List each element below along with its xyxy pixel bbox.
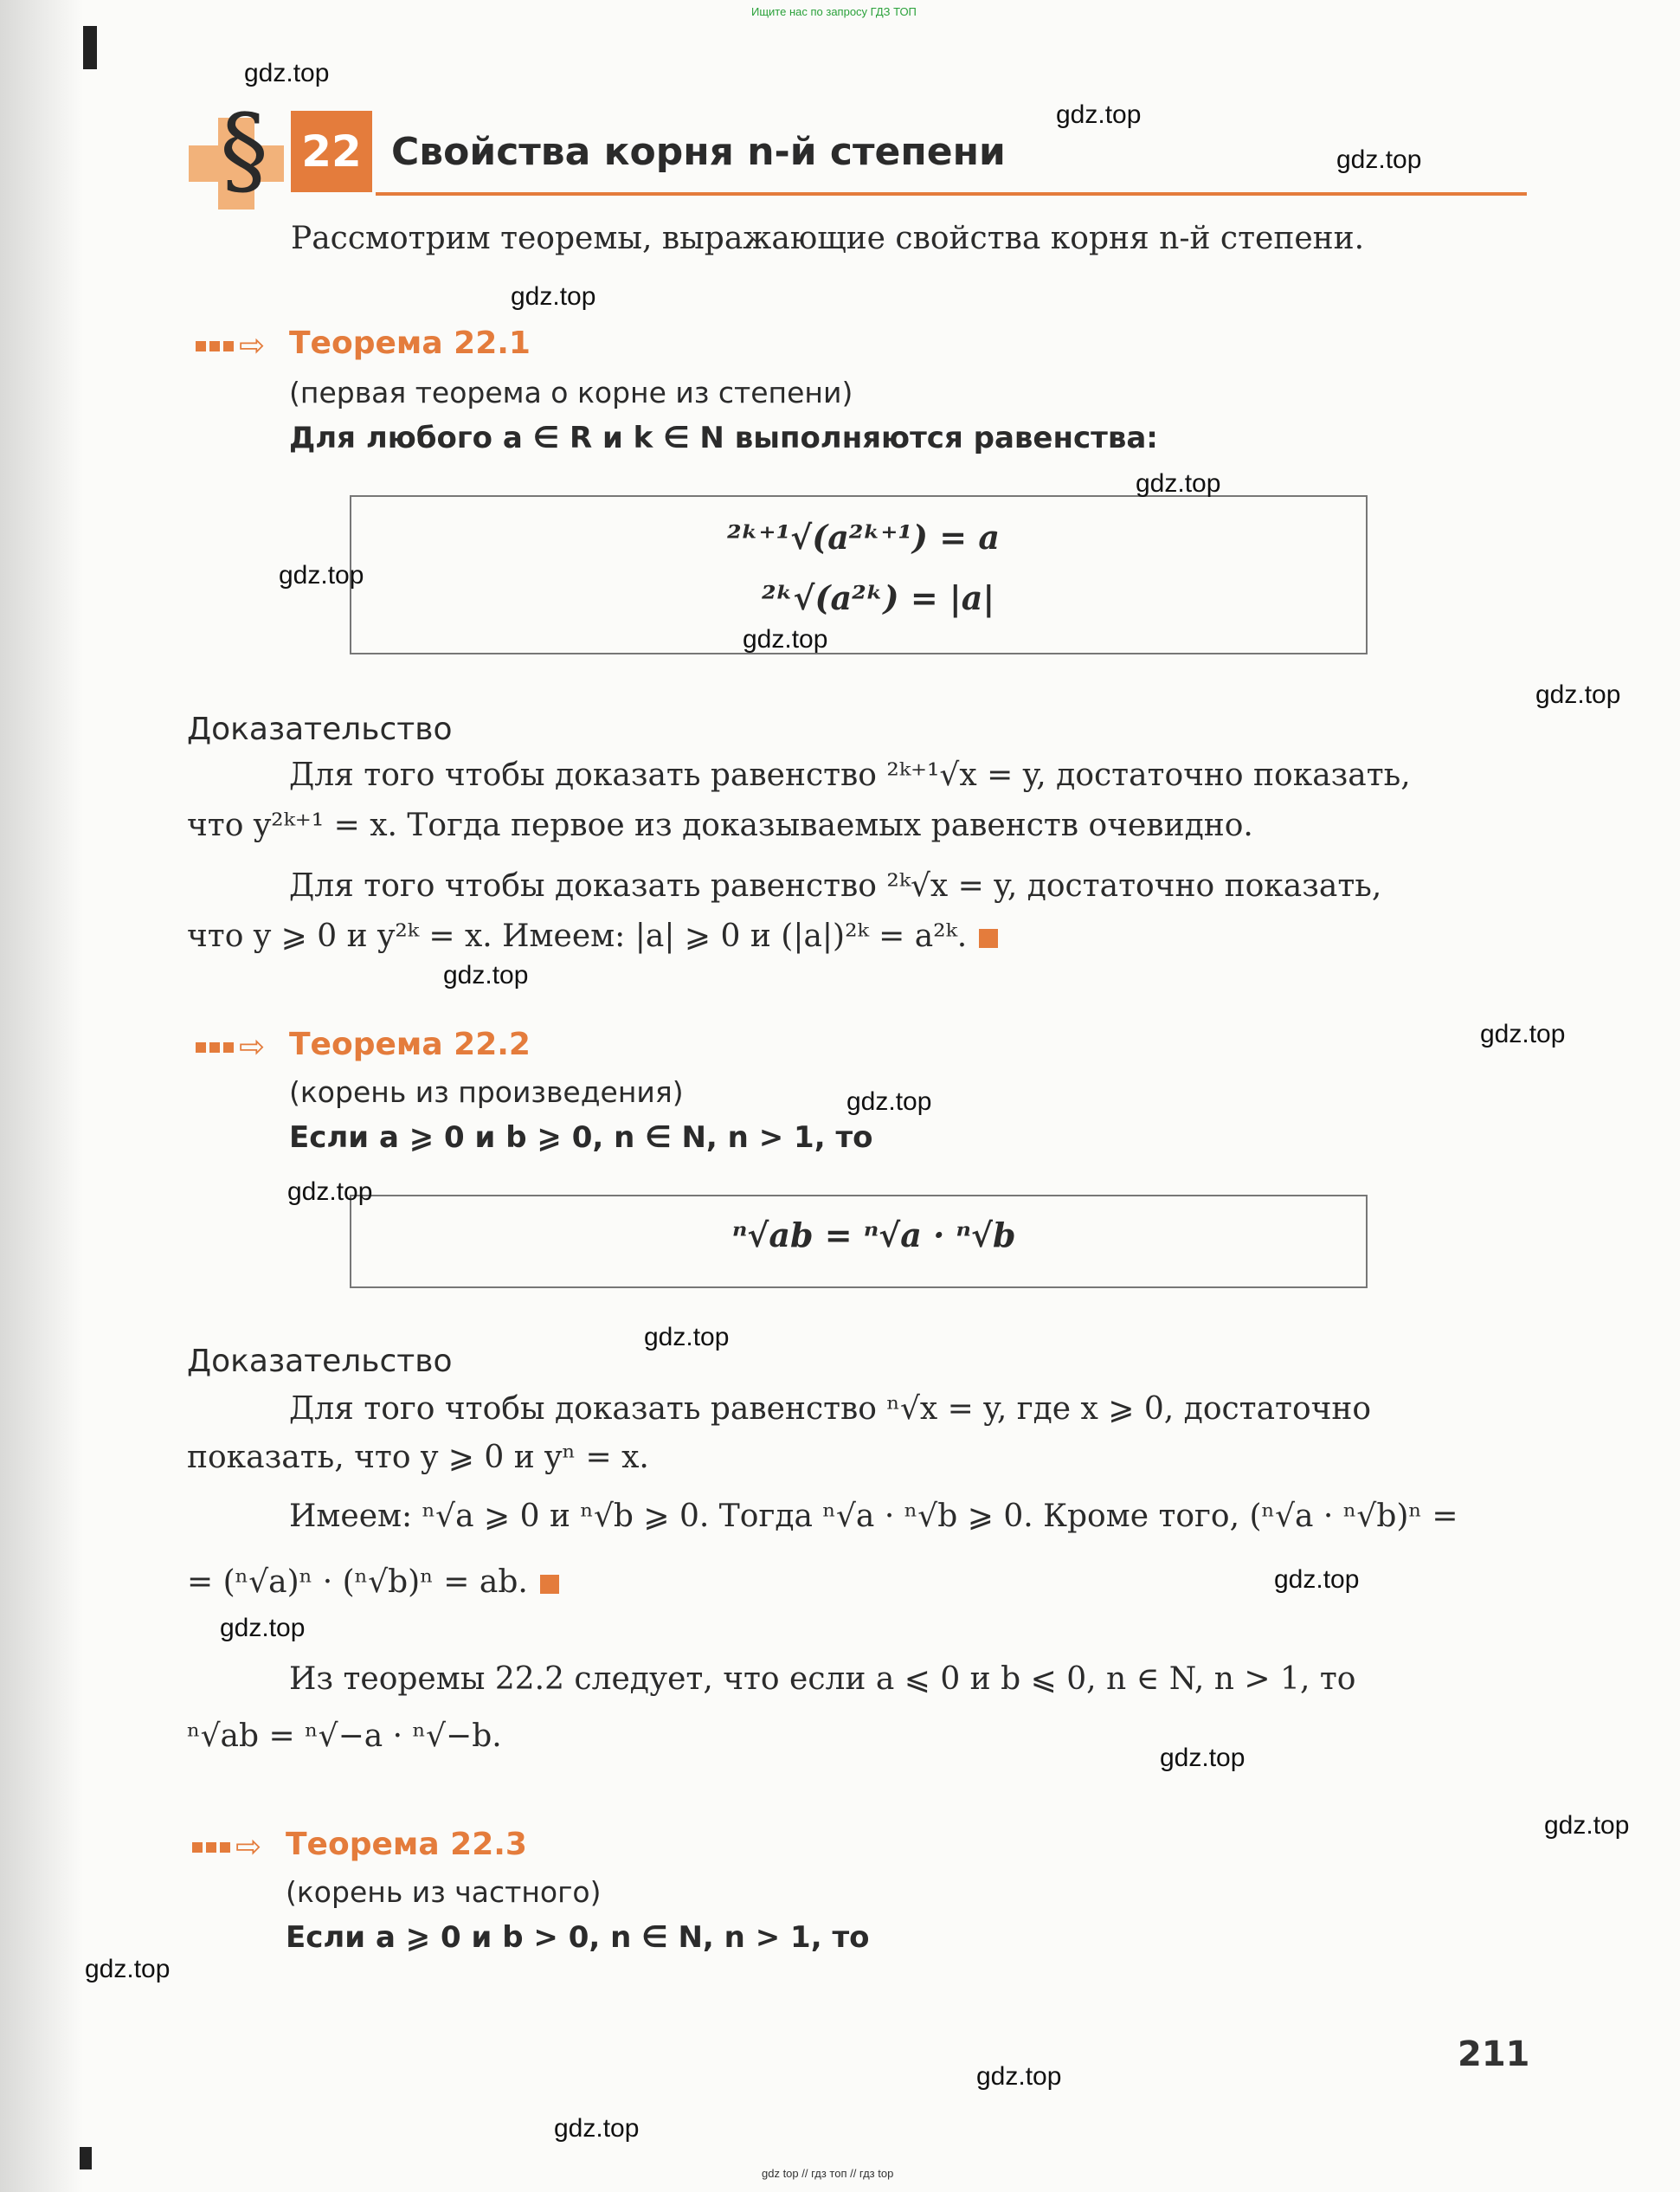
watermark: gdz.top: [1056, 100, 1142, 129]
theorem-2-title: Теорема 22.2: [289, 1027, 531, 1062]
page-corner-mark: [83, 26, 97, 69]
watermark: gdz.top: [1544, 1811, 1630, 1840]
proof-1-line-2: что y²ᵏ⁺¹ = x. Тогда первое из доказываемых равенств очевидно.: [187, 808, 1253, 843]
section-number: 22: [291, 111, 372, 192]
proof-2-line-1: Для того чтобы доказать равенство ⁿ√x = y, где x ⩾ 0, достаточно: [289, 1391, 1372, 1427]
proof-2-line-2: показать, что y ⩾ 0 и yⁿ = x.: [187, 1440, 649, 1475]
watermark: gdz.top: [976, 2062, 1062, 2091]
theorem-1-subtitle: (первая теорема о корне из степени): [289, 376, 853, 409]
page-edge-shadow: [0, 0, 83, 2192]
theorem-1-title: Теорема 22.1: [289, 326, 531, 361]
watermark: gdz.top: [511, 282, 596, 311]
theorem-arrow-icon: ⇨: [196, 329, 267, 364]
theorem-3-subtitle: (корень из частного): [286, 1875, 602, 1909]
watermark: gdz.top: [1160, 1744, 1246, 1772]
proof-1-line-1: Для того чтобы доказать равенство ²ᵏ⁺¹√x = y, достаточно показать,: [289, 758, 1411, 793]
watermark: gdz.top: [1136, 469, 1221, 498]
footer-note: gdz top // гдз топ // гдз top: [762, 2167, 894, 2180]
intro-text: Рассмотрим теоремы, выражающие свойства корня n-й степени.: [291, 221, 1365, 256]
header-underline: [376, 192, 1527, 196]
section-symbol: §: [220, 94, 268, 207]
proof-1-line-4: что y ⩾ 0 и y²ᵏ = x. Имеем: |a| ⩾ 0 и (|a|)²ᵏ = a²ᵏ.: [187, 918, 998, 956]
proof-2-line-4: = (ⁿ√a)ⁿ · (ⁿ√b)ⁿ = ab.: [187, 1563, 559, 1602]
theorem-1-formula-1: ²ᵏ⁺¹√(a²ᵏ⁺¹) = a: [727, 518, 1000, 557]
section-title: Свойства корня n-й степени: [391, 130, 1006, 174]
watermark: gdz.top: [443, 961, 529, 990]
watermark: gdz.top: [846, 1087, 932, 1116]
theorem-2-formula: ⁿ√ab = ⁿ√a · ⁿ√b: [732, 1215, 1016, 1254]
theorem-arrow-icon: ⇨: [192, 1830, 263, 1865]
qed-square-icon: [979, 929, 998, 948]
watermark: gdz.top: [220, 1614, 306, 1642]
theorem-1-formula-2: ²ᵏ√(a²ᵏ) = |a|: [762, 578, 995, 617]
qed-square-icon: [540, 1575, 559, 1594]
watermark: gdz.top: [85, 1955, 171, 1983]
proof-1-heading: Доказательство: [187, 712, 453, 747]
theorem-2-subtitle: (корень из произведения): [289, 1075, 684, 1109]
watermark: gdz.top: [1480, 1020, 1566, 1048]
watermark: gdz.top: [1274, 1565, 1360, 1594]
theorem-2-condition: Если a ⩾ 0 и b ⩾ 0, n ∈ N, n > 1, то: [289, 1120, 873, 1155]
watermark: gdz.top: [1336, 145, 1422, 174]
theorem-3-condition: Если a ⩾ 0 и b > 0, n ∈ N, n > 1, то: [286, 1920, 870, 1955]
watermark: gdz.top: [244, 59, 330, 87]
watermark: gdz.top: [743, 625, 828, 654]
top-note: Ищите нас по запросу ГДЗ ТОП: [751, 5, 917, 18]
page-number: 211: [1458, 2034, 1530, 2074]
corollary-line-1: Из теоремы 22.2 следует, что если a ⩽ 0 и b ⩽ 0, n ∈ N, n > 1, то: [289, 1661, 1356, 1697]
proof-2-heading: Доказательство: [187, 1344, 453, 1379]
theorem-1-condition: Для любого a ∈ R и k ∈ N выполняются равенства:: [289, 421, 1158, 455]
watermark: gdz.top: [1535, 680, 1621, 709]
theorem-arrow-icon: ⇨: [196, 1030, 267, 1065]
corollary-line-2: ⁿ√ab = ⁿ√−a · ⁿ√−b.: [187, 1718, 502, 1754]
theorem-3-title: Теорема 22.3: [286, 1827, 527, 1862]
page-corner-mark-bottom: [80, 2147, 92, 2169]
watermark: gdz.top: [644, 1323, 730, 1351]
watermark: gdz.top: [554, 2114, 640, 2143]
proof-2-line-3: Имеем: ⁿ√a ⩾ 0 и ⁿ√b ⩾ 0. Тогда ⁿ√a · ⁿ√b ⩾ 0. Кроме того, (ⁿ√a · ⁿ√b)ⁿ =: [289, 1499, 1458, 1534]
watermark: gdz.top: [287, 1177, 373, 1206]
watermark: gdz.top: [279, 561, 364, 590]
proof-1-line-3: Для того чтобы доказать равенство ²ᵏ√x = y, достаточно показать,: [289, 868, 1382, 904]
